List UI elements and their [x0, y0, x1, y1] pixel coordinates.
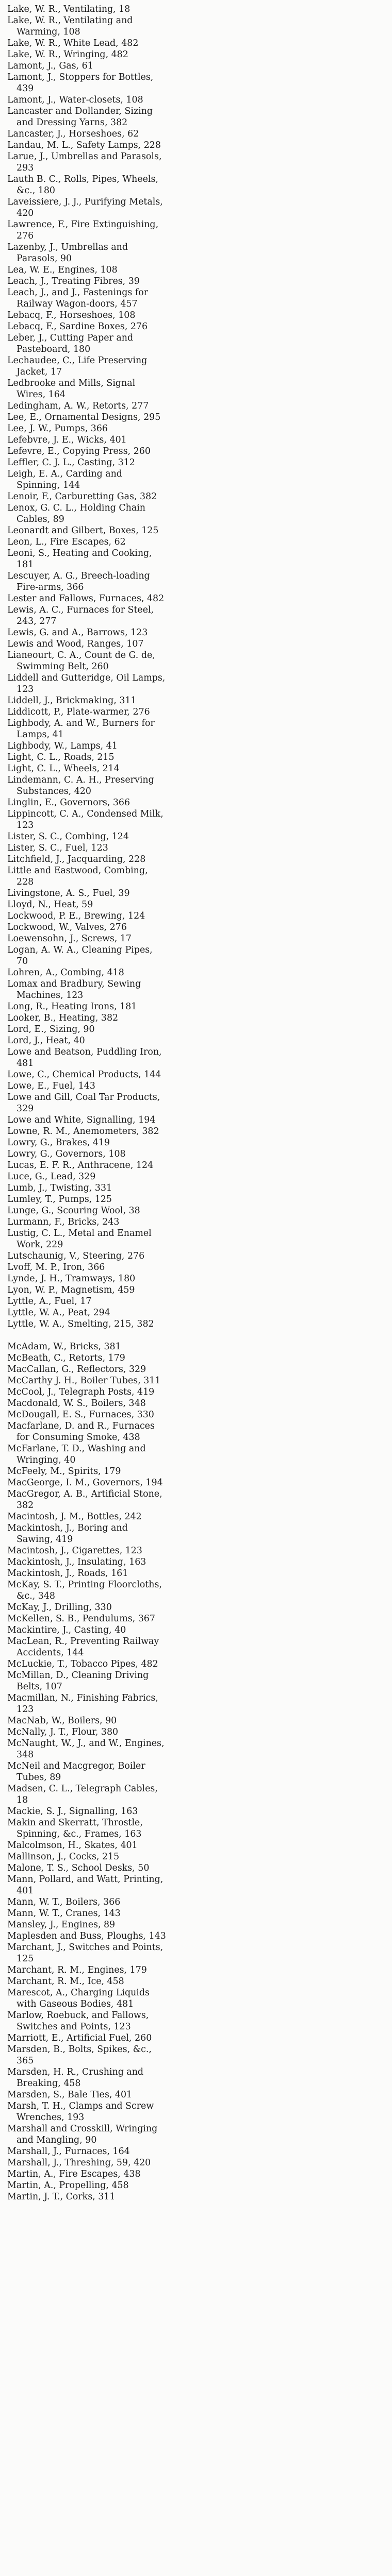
index-entry: Little and Eastwood, Combing, 228: [7, 866, 148, 887]
index-entry: Leach, J., and J., Fastenings for Railway Wagon-doors, 457: [7, 287, 149, 309]
index-entry: Leber, J., Cutting Paper and Pasteboard, 180: [7, 333, 134, 354]
index-entry: McFeely, M., Spirits, 179: [7, 1466, 121, 1477]
index-entry: Lynde, J. H., Tramways, 180: [7, 1274, 136, 1284]
index-entry: McMillan, D., Cleaning Driving Belts, 107: [7, 1670, 149, 1692]
index-entry: Lloyd, N., Heat, 59: [7, 900, 93, 910]
index-entry: Lowne, R. M., Anemometers, 382: [7, 1126, 159, 1137]
index-entry: Landau, M. L., Safety Lamps, 228: [7, 140, 161, 150]
index-entry: Ledingham, A. W., Retorts, 277: [7, 401, 149, 411]
index-entry: McNaught, W., J., and W., Engines, 348: [7, 1738, 165, 1760]
index-entry: Lamont, J., Gas, 61: [7, 61, 93, 71]
index-entry: Mann, W. T., Boilers, 366: [7, 1897, 121, 1907]
index-entry: Lee, E., Ornamental Designs, 295: [7, 412, 161, 422]
index-entry: Lewis, A. C., Furnaces for Steel, 243, 277: [7, 605, 154, 626]
index-entry: McKellen, S. B., Pendulums, 367: [7, 1614, 155, 1624]
index-entry: Lvoff, M. P., Iron, 366: [7, 1262, 105, 1273]
index-entry: Marescot, A., Charging Liquids with Gaseous Bodies, 481: [7, 1988, 150, 2009]
index-entry: Mackintire, J., Casting, 40: [7, 1625, 126, 1635]
patent-index-list: [7, 4, 166, 2202]
index-entry: MacNab, W., Boilers, 90: [7, 1716, 117, 1726]
index-entry: Madsen, C. L., Telegraph Cables, 18: [7, 1784, 158, 1805]
index-entry: Mackintosh, J., Roads, 161: [7, 1568, 128, 1579]
index-entry: Lowry, G., Governors, 108: [7, 1149, 126, 1159]
index-entry: Lazenby, J., Umbrellas and Parasols, 90: [7, 242, 128, 264]
index-entry: Lancaster and Dollander, Sizing and Dressing Yarns, 382: [7, 106, 153, 128]
index-entry: Marsh, T. H., Clamps and Screw Wrenches, 193: [7, 2101, 154, 2123]
index-entry: Lamont, J., Stoppers for Bottles, 439: [7, 72, 154, 94]
index-entry: Liddicott, P., Plate-warmer, 276: [7, 707, 150, 717]
index-entry: Lord, J., Heat, 40: [7, 1036, 85, 1046]
index-entry: Mallinson, J., Cocks, 215: [7, 1852, 120, 1862]
index-entry: Lyon, W. P., Magnetism, 459: [7, 1285, 135, 1295]
index-entry: Luce, G., Lead, 329: [7, 1172, 96, 1182]
index-entry: Lechaudee, C., Life Preserving Jacket, 17: [7, 355, 148, 377]
index-entry: Lighbody, W., Lamps, 41: [7, 741, 118, 751]
index-entry: Martin, A., Fire Escapes, 438: [7, 2169, 141, 2179]
index-entry: McKay, S. T., Printing Floorcloths, &c., 348: [7, 1580, 162, 1601]
index-entry: Marsden, S., Bale Ties, 401: [7, 2090, 133, 2100]
index-entry: Lebacq, F., Sardine Boxes, 276: [7, 321, 148, 332]
index-entry: Marshall, J., Furnaces, 164: [7, 2146, 130, 2157]
index-entry: Looker, B., Heating, 382: [7, 1013, 119, 1023]
index-entry: Macintosh, J., Cigarettes, 123: [7, 1546, 142, 1556]
index-entry: Lowe, E., Fuel, 143: [7, 1081, 95, 1091]
index-entry: MacCallan, G., Reflectors, 329: [7, 1364, 146, 1375]
index-entry: Mann, Pollard, and Watt, Printing, 401: [7, 1874, 164, 1896]
index-entry: Lawrence, F., Fire Extinguishing, 276: [7, 219, 159, 241]
index-entry: Litchfield, J., Jacquarding, 228: [7, 854, 146, 865]
index-entry: Mackie, S. J., Signalling, 163: [7, 1806, 138, 1817]
index-entry: Laveissiere, J. J., Purifying Metals, 420: [7, 197, 163, 218]
index-entry: Light, C. L., Wheels, 214: [7, 764, 120, 774]
index-entry: Leoni, S., Heating and Cooking, 181: [7, 548, 152, 570]
index-entry: Malcolmson, H., Skates, 401: [7, 1840, 138, 1851]
index-entry: Marriott, E., Artificial Fuel, 260: [7, 2033, 152, 2043]
index-entry: McKay, J., Drilling, 330: [7, 1602, 112, 1613]
index-entry: Lockwood, P. E., Brewing, 124: [7, 911, 145, 921]
index-entry: Makin and Skerratt, Throstle, Spinning, &c., Frames, 163: [7, 1818, 143, 1839]
index-entry: Martin, A., Propelling, 458: [7, 2180, 129, 2191]
index-entry: Lauth B. C., Rolls, Pipes, Wheels, &c., 180: [7, 174, 158, 196]
index-entry: Lake, W. R., Wringing, 482: [7, 49, 128, 60]
index-entry: Loewensohn, J., Screws, 17: [7, 934, 132, 944]
index-entry: Leffler, C. J. L., Casting, 312: [7, 457, 135, 468]
index-entry: Lebacq, F., Horseshoes, 108: [7, 310, 136, 320]
index-entry: Macfarlane, D. and R., Furnaces for Consuming Smoke, 438: [7, 1421, 155, 1443]
index-entry: Lefebvre, J. E., Wicks, 401: [7, 435, 127, 445]
section-gap: [7, 1330, 166, 1341]
index-entry: Marchant, R. M., Engines, 179: [7, 1965, 147, 1975]
index-entry: Lowe and Beatson, Puddling Iron, 481: [7, 1047, 162, 1069]
index-entry: Lancaster, J., Horseshoes, 62: [7, 129, 139, 139]
index-entry: Marlow, Roebuck, and Fallows, Switches and Points, 123: [7, 2010, 149, 2032]
index-entry: Leon, L., Fire Escapes, 62: [7, 537, 126, 547]
index-entry: Lowry, G., Brakes, 419: [7, 1138, 110, 1148]
index-entry: Lee, J. W., Pumps, 366: [7, 423, 108, 434]
index-entry: Leigh, E. A., Carding and Spinning, 144: [7, 469, 122, 490]
index-entry: Lyttle, W. A., Peat, 294: [7, 1308, 110, 1318]
index-entry: Lohren, A., Combing, 418: [7, 968, 124, 978]
index-entry: Marsden, B., Bolts, Spikes, &c., 365: [7, 2044, 152, 2066]
index-entry: Lister, S. C., Fuel, 123: [7, 843, 108, 853]
index-entry: Mackintosh, J., Boring and Sawing, 419: [7, 1523, 128, 1545]
index-entry: Lester and Fallows, Furnaces, 482: [7, 594, 165, 604]
index-entry: McFarlane, T. D., Washing and Wringing, 40: [7, 1444, 146, 1465]
index-entry: Mann, W. T., Cranes, 143: [7, 1908, 121, 1919]
index-entry: Lowe and White, Signalling, 194: [7, 1115, 156, 1125]
index-entry: Lescuyer, A. G., Breech-loading Fire-arms, 366: [7, 571, 150, 592]
index-entry: Martin, J. T., Corks, 311: [7, 2192, 116, 2202]
index-entry: McNeil and Macgregor, Boiler Tubes, 89: [7, 1761, 145, 1783]
index-entry: Mansley, J., Engines, 89: [7, 1920, 116, 1930]
index-entry: Lomax and Bradbury, Sewing Machines, 123: [7, 979, 141, 1001]
index-entry: Marshall and Crosskill, Wringing and Mangling, 90: [7, 2124, 158, 2145]
index-entry: Ledbrooke and Mills, Signal Wires, 164: [7, 378, 136, 400]
index-entry: MacGeorge, I. M., Governors, 194: [7, 1478, 163, 1488]
index-entry: Lunge, G., Scouring Wool, 38: [7, 1206, 140, 1216]
index-entry: Livingstone, A. S., Fuel, 39: [7, 888, 130, 899]
index-entry: Lenoir, F., Carburetting Gas, 382: [7, 492, 157, 502]
index-entry: McLuckie, T., Tobacco Pipes, 482: [7, 1659, 158, 1669]
index-entry: Lighbody, A. and W., Burners for Lamps, 41: [7, 718, 155, 740]
index-entry: Lyttle, W. A., Smelting, 215, 382: [7, 1319, 154, 1329]
index-entry: Lustig, C. L., Metal and Enamel Work, 229: [7, 1228, 152, 1250]
index-entry: Lockwood, W., Valves, 276: [7, 922, 127, 933]
index-entry: Linglin, E., Governors, 366: [7, 798, 130, 808]
index-entry: Lake, W. R., Ventilating and Warming, 108: [7, 15, 133, 37]
index-entry: Mackintosh, J., Insulating, 163: [7, 1557, 146, 1567]
index-entry: Lister, S. C., Combing, 124: [7, 832, 129, 842]
index-entry: McCool, J., Telegraph Posts, 419: [7, 1387, 155, 1397]
index-entry: Lippincott, C. A., Condensed Milk, 123: [7, 809, 164, 831]
index-entry: Long, R., Heating Irons, 181: [7, 1002, 137, 1012]
index-entry: Lowe and Gill, Coal Tar Products, 329: [7, 1092, 160, 1114]
index-entry: Lumley, T., Pumps, 125: [7, 1194, 112, 1205]
index-entry: Lewis, G. and A., Barrows, 123: [7, 628, 148, 638]
index-entry: Leach, J., Treating Fibres, 39: [7, 276, 140, 286]
index-entry: Lefevre, E., Copying Press, 260: [7, 446, 151, 456]
index-entry: Liddell and Gutteridge, Oil Lamps, 123: [7, 673, 166, 694]
index-entry: Macdonald, W. S., Boilers, 348: [7, 1398, 146, 1409]
index-entry: Light, C. L., Roads, 215: [7, 752, 115, 762]
index-entry: Leonardt and Gilbert, Boxes, 125: [7, 526, 159, 536]
index-entry: Marchant, R. M., Ice, 458: [7, 1976, 124, 1987]
index-entry: Lenox, G. C. L., Holding Chain Cables, 89: [7, 503, 145, 524]
index-entry: McCarthy J. H., Boiler Tubes, 311: [7, 1376, 161, 1386]
index-entry: Marsden, H. R., Crushing and Breaking, 458: [7, 2067, 144, 2089]
index-entry: Lake, W. R., White Lead, 482: [7, 38, 139, 48]
index-entry: Lindemann, C. A. H., Preserving Substances, 420: [7, 775, 154, 796]
index-entry: MacGregor, A. B., Artificial Stone, 382: [7, 1489, 162, 1511]
index-entry: Lea, W. E., Engines, 108: [7, 265, 118, 275]
index-entry: Logan, A. W. A., Cleaning Pipes, 70: [7, 945, 153, 967]
index-entry: Lucas, E. F. R., Anthracene, 124: [7, 1160, 154, 1171]
index-entry: Lyttle, A., Fuel, 17: [7, 1296, 92, 1307]
index-entry: Lamont, J., Water-closets, 108: [7, 95, 143, 105]
index-entry: Lianeourt, C. A., Count de G. de, Swimming Belt, 260: [7, 650, 155, 672]
index-entry: Macmillan, N., Finishing Fabrics, 123: [7, 1693, 158, 1715]
index-entry: Lake, W. R., Ventilating, 18: [7, 4, 130, 14]
index-entry: McAdam, W., Bricks, 381: [7, 1342, 121, 1352]
index-entry: Lord, E., Sizing, 90: [7, 1024, 95, 1035]
index-entry: McDougall, E. S., Furnaces, 330: [7, 1410, 154, 1420]
index-entry: Macintosh, J. M., Bottles, 242: [7, 1512, 142, 1522]
index-entry: Lurmann, F., Bricks, 243: [7, 1217, 120, 1227]
index-entry: Lutschaunig, V., Steering, 276: [7, 1251, 145, 1261]
index-entry: Malone, T. S., School Desks, 50: [7, 1863, 150, 1873]
index-entry: Maplesden and Buss, Ploughs, 143: [7, 1931, 166, 1941]
index-entry: MacLean, R., Preventing Railway Accidents, 144: [7, 1636, 159, 1658]
index-entry: Lumb, J., Twisting, 331: [7, 1183, 112, 1193]
index-entry: Marshall, J., Threshing, 59, 420: [7, 2158, 151, 2168]
index-entry: Lewis and Wood, Ranges, 107: [7, 639, 144, 649]
index-entry: McNally, J. T., Flour, 380: [7, 1727, 119, 1737]
index-entry: Liddell, J., Brickmaking, 311: [7, 696, 137, 706]
index-entry: McBeath, C., Retorts, 179: [7, 1353, 125, 1363]
index-entry: Lowe, C., Chemical Products, 144: [7, 1070, 161, 1080]
index-entry: Marchant, J., Switches and Points, 125: [7, 1942, 164, 1964]
index-entry: Larue, J., Umbrellas and Parasols, 293: [7, 151, 162, 173]
